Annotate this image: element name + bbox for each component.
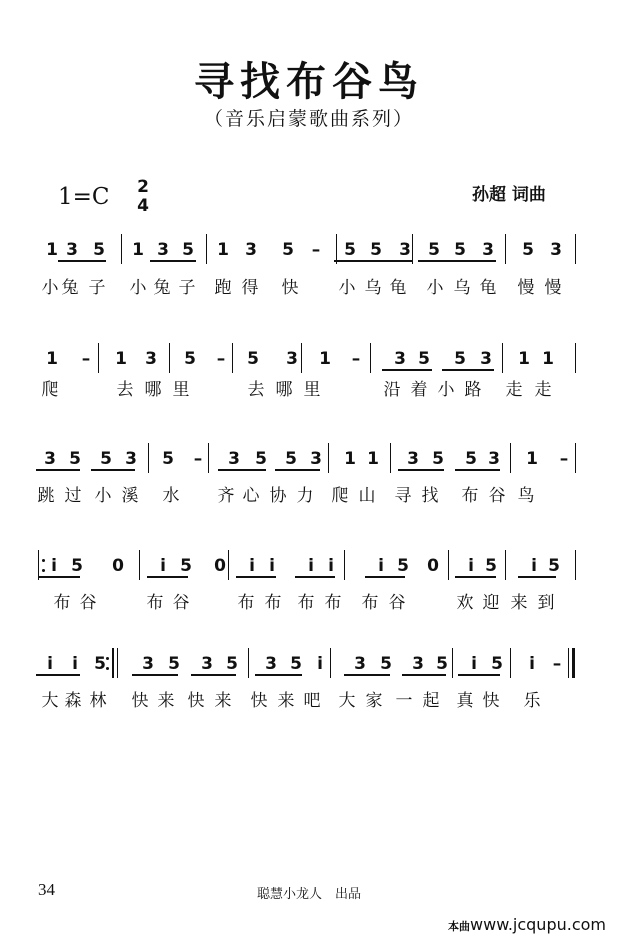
barline: [575, 234, 576, 264]
lyric-char: 沿: [383, 380, 401, 400]
note: 3: [482, 240, 494, 260]
note: 1: [115, 349, 127, 369]
note: 1: [217, 240, 229, 260]
beam-underline: [382, 369, 432, 371]
barline: [510, 648, 511, 678]
note: 3: [201, 654, 213, 674]
note: 3: [412, 654, 424, 674]
note: 5: [522, 240, 534, 260]
note: 3: [488, 449, 500, 469]
note: 1: [518, 349, 530, 369]
note: 3: [286, 349, 298, 369]
note: 5: [485, 556, 497, 576]
lyric-char: 布: [146, 593, 164, 613]
note: i: [160, 556, 166, 576]
time-signature-bottom: 4: [137, 196, 149, 216]
note: 3: [66, 240, 78, 260]
lyric-char: 乌: [364, 278, 382, 298]
lyric-char: 鸟: [517, 486, 535, 506]
beam-underline: [132, 674, 178, 676]
lyric-char: 着: [410, 380, 428, 400]
note: 5: [454, 240, 466, 260]
barline: [148, 443, 149, 473]
note: 3: [407, 449, 419, 469]
note: 5: [162, 449, 174, 469]
note: 1: [132, 240, 144, 260]
song-subtitle: （音乐启蒙歌曲系列）: [203, 108, 414, 130]
note: i: [378, 556, 384, 576]
final-barline-thin: [568, 648, 569, 678]
notation-line: [0, 650, 618, 680]
notation-line: [0, 345, 618, 375]
note: i: [531, 556, 537, 576]
page-number: 34: [38, 880, 55, 899]
note: 3: [399, 240, 411, 260]
beam-underline: [455, 576, 496, 578]
note: 1: [46, 349, 58, 369]
lyric-char: 心: [242, 486, 260, 506]
lyric-char: 兔: [153, 278, 171, 298]
barline: [169, 343, 170, 373]
lyrics-line: [0, 373, 618, 403]
beam-underline: [36, 674, 80, 676]
lyric-char: 走: [534, 380, 552, 400]
beam-underline: [455, 469, 500, 471]
key-signature: 1=C: [58, 184, 110, 210]
lyric-char: 来: [510, 593, 528, 613]
barline: [575, 550, 576, 580]
beam-underline: [344, 674, 390, 676]
note: 3: [354, 654, 366, 674]
beam-underline: [418, 260, 496, 262]
note: i: [529, 654, 535, 674]
note: i: [47, 654, 53, 674]
lyric-char: 小: [94, 486, 112, 506]
lyric-char: 大: [338, 691, 356, 711]
note: 1: [46, 240, 58, 260]
lyric-char: 快: [250, 691, 268, 711]
barline: [228, 550, 229, 580]
barline: [208, 443, 209, 473]
lyric-char: 子: [88, 278, 106, 298]
beam-underline: [275, 469, 320, 471]
lyric-char: 山: [358, 486, 376, 506]
dash-note: –: [552, 654, 562, 674]
beam-underline: [236, 576, 276, 578]
lyric-char: 子: [178, 278, 196, 298]
repeat-end-thick: [112, 648, 114, 678]
note: 5: [285, 449, 297, 469]
barline: [452, 648, 453, 678]
lyric-char: 快: [131, 691, 149, 711]
note: 5: [290, 654, 302, 674]
composer-credit: 孙超 词曲: [472, 185, 546, 205]
note: 5: [71, 556, 83, 576]
barline: [575, 343, 576, 373]
barline: [390, 443, 391, 473]
note: 3: [245, 240, 257, 260]
lyric-char: 乐: [523, 691, 541, 711]
note: 5: [418, 349, 430, 369]
site-watermark: [448, 915, 606, 934]
barline: [336, 234, 337, 264]
note: i: [308, 556, 314, 576]
note: 1: [526, 449, 538, 469]
lyric-char: 快: [281, 278, 299, 298]
lyric-char: 寻: [394, 486, 412, 506]
barline: [139, 550, 140, 580]
lyric-char: 布: [324, 593, 342, 613]
beam-underline: [458, 674, 500, 676]
dash-note: –: [351, 349, 361, 369]
final-barline-thick: [572, 648, 575, 678]
note: 3: [228, 449, 240, 469]
dash-note: –: [216, 349, 226, 369]
lyric-char: 布: [461, 486, 479, 506]
lyric-char: 协: [269, 486, 287, 506]
song-title: 寻找布谷鸟: [194, 59, 424, 105]
note: 0: [427, 556, 439, 576]
note: 5: [180, 556, 192, 576]
lyrics-line: [0, 586, 618, 616]
note: 3: [394, 349, 406, 369]
note: i: [51, 556, 57, 576]
lyric-char: 走: [505, 380, 523, 400]
note: 5: [465, 449, 477, 469]
lyric-char: 快: [187, 691, 205, 711]
lyric-char: 得: [241, 278, 259, 298]
time-signature-top: 2: [137, 177, 149, 197]
lyric-char: 小: [338, 278, 356, 298]
note: i: [72, 654, 78, 674]
barline: [412, 234, 413, 264]
barline: [301, 343, 302, 373]
barline: [98, 343, 99, 373]
beam-underline: [91, 469, 135, 471]
dash-note: –: [311, 240, 321, 260]
beam-underline: [518, 576, 556, 578]
barline: [575, 443, 576, 473]
note: i: [468, 556, 474, 576]
note: 3: [310, 449, 322, 469]
beam-underline: [147, 576, 188, 578]
lyric-char: 来: [214, 691, 232, 711]
note: 5: [436, 654, 448, 674]
note: 5: [168, 654, 180, 674]
dash-note: –: [81, 349, 91, 369]
note: 5: [380, 654, 392, 674]
lyric-char: 小: [426, 278, 444, 298]
beam-underline: [191, 674, 236, 676]
lyric-char: 水: [162, 486, 180, 506]
note: 3: [125, 449, 137, 469]
note: i: [249, 556, 255, 576]
barline: [232, 343, 233, 373]
barline: [448, 550, 449, 580]
barline: [248, 648, 249, 678]
lyric-char: 林: [89, 691, 107, 711]
note: 0: [112, 556, 124, 576]
lyric-char: 龟: [479, 278, 497, 298]
lyric-char: 跑: [214, 278, 232, 298]
note: 1: [319, 349, 331, 369]
barline: [121, 234, 122, 264]
lyric-char: 路: [464, 380, 482, 400]
note: 5: [397, 556, 409, 576]
note: 3: [145, 349, 157, 369]
lyric-char: 到: [537, 593, 555, 613]
beam-underline: [255, 674, 302, 676]
note: i: [269, 556, 275, 576]
lyric-char: 过: [64, 486, 82, 506]
note: 5: [370, 240, 382, 260]
beam-underline: [295, 576, 335, 578]
barline: [344, 550, 345, 580]
beam-underline: [398, 469, 444, 471]
lyric-char: 兔: [61, 278, 79, 298]
lyrics-line: [0, 684, 618, 714]
repeat-dot: [106, 657, 109, 660]
note: 3: [44, 449, 56, 469]
lyric-char: 哪: [144, 380, 162, 400]
note: 5: [428, 240, 440, 260]
lyric-char: 谷: [172, 593, 190, 613]
lyric-char: 谷: [79, 593, 97, 613]
note: 5: [94, 654, 106, 674]
beam-underline: [365, 576, 405, 578]
lyric-char: 布: [297, 593, 315, 613]
repeat-start-thin: [38, 550, 39, 580]
dash-note: –: [559, 449, 569, 469]
lyric-char: 谷: [388, 593, 406, 613]
note: 5: [491, 654, 503, 674]
note: 1: [542, 349, 554, 369]
note: 5: [282, 240, 294, 260]
lyric-char: 真: [456, 691, 474, 711]
note: 5: [454, 349, 466, 369]
lyric-char: 小: [437, 380, 455, 400]
lyric-char: 里: [172, 380, 190, 400]
lyric-char: 小: [129, 278, 147, 298]
watermark-url: www.jcqupu.com: [470, 915, 606, 934]
lyric-char: 力: [296, 486, 314, 506]
note: 0: [214, 556, 226, 576]
lyric-char: 龟: [389, 278, 407, 298]
note: 3: [157, 240, 169, 260]
note: i: [328, 556, 334, 576]
beam-underline: [58, 260, 106, 262]
lyric-char: 去: [116, 380, 134, 400]
lyric-char: 布: [361, 593, 379, 613]
lyric-char: 吧: [303, 691, 321, 711]
note: 5: [184, 349, 196, 369]
note: 3: [265, 654, 277, 674]
watermark-prefix: 本曲: [448, 920, 471, 933]
repeat-dot: [42, 559, 45, 562]
note: 5: [344, 240, 356, 260]
beam-underline: [38, 576, 80, 578]
lyrics-line: [0, 479, 618, 509]
repeat-dot: [106, 667, 109, 670]
lyric-char: 小: [41, 278, 59, 298]
lyric-char: 快: [482, 691, 500, 711]
lyric-char: 森: [64, 691, 82, 711]
beam-underline: [150, 260, 196, 262]
note: 5: [182, 240, 194, 260]
note: 5: [226, 654, 238, 674]
beam-underline: [442, 369, 494, 371]
lyric-char: 找: [421, 486, 439, 506]
note: 3: [142, 654, 154, 674]
lyric-char: 爬: [41, 380, 59, 400]
repeat-dot: [42, 569, 45, 572]
barline: [330, 648, 331, 678]
lyric-char: 布: [237, 593, 255, 613]
publisher-credit: 聪慧小龙人 出品: [256, 887, 361, 902]
lyric-char: 去: [247, 380, 265, 400]
lyric-char: 里: [303, 380, 321, 400]
barline: [206, 234, 207, 264]
lyric-char: 布: [53, 593, 71, 613]
beam-underline: [36, 469, 80, 471]
lyric-char: 一: [395, 691, 413, 711]
lyric-char: 布: [264, 593, 282, 613]
note: 5: [432, 449, 444, 469]
lyric-char: 慢: [517, 278, 535, 298]
lyric-char: 起: [422, 691, 440, 711]
time-signature: [132, 178, 154, 216]
barline: [328, 443, 329, 473]
note: 1: [367, 449, 379, 469]
note: i: [471, 654, 477, 674]
dash-note: –: [193, 449, 203, 469]
note: 5: [69, 449, 81, 469]
lyric-char: 来: [157, 691, 175, 711]
lyric-char: 欢: [456, 593, 474, 613]
barline: [510, 443, 511, 473]
note: 5: [548, 556, 560, 576]
beam-underline: [334, 260, 412, 262]
lyric-char: 溪: [121, 486, 139, 506]
note: i: [317, 654, 323, 674]
lyrics-line: [0, 271, 618, 301]
lyric-char: 家: [365, 691, 383, 711]
note: 5: [93, 240, 105, 260]
lyric-char: 哪: [275, 380, 293, 400]
beam-underline: [218, 469, 266, 471]
beam-underline: [402, 674, 446, 676]
barline: [505, 550, 506, 580]
note: 1: [344, 449, 356, 469]
lyric-char: 谷: [488, 486, 506, 506]
lyric-char: 爬: [331, 486, 349, 506]
lyric-char: 慢: [544, 278, 562, 298]
note: 3: [550, 240, 562, 260]
note: 5: [247, 349, 259, 369]
note: 5: [100, 449, 112, 469]
lyric-char: 齐: [217, 486, 235, 506]
note: 3: [480, 349, 492, 369]
barline: [370, 343, 371, 373]
lyric-char: 迎: [482, 593, 500, 613]
lyric-char: 乌: [453, 278, 471, 298]
note: 5: [255, 449, 267, 469]
barline: [505, 234, 506, 264]
lyric-char: 跳: [37, 486, 55, 506]
lyric-char: 大: [41, 691, 59, 711]
lyric-char: 来: [277, 691, 295, 711]
barline: [502, 343, 503, 373]
repeat-end-thin: [117, 648, 118, 678]
